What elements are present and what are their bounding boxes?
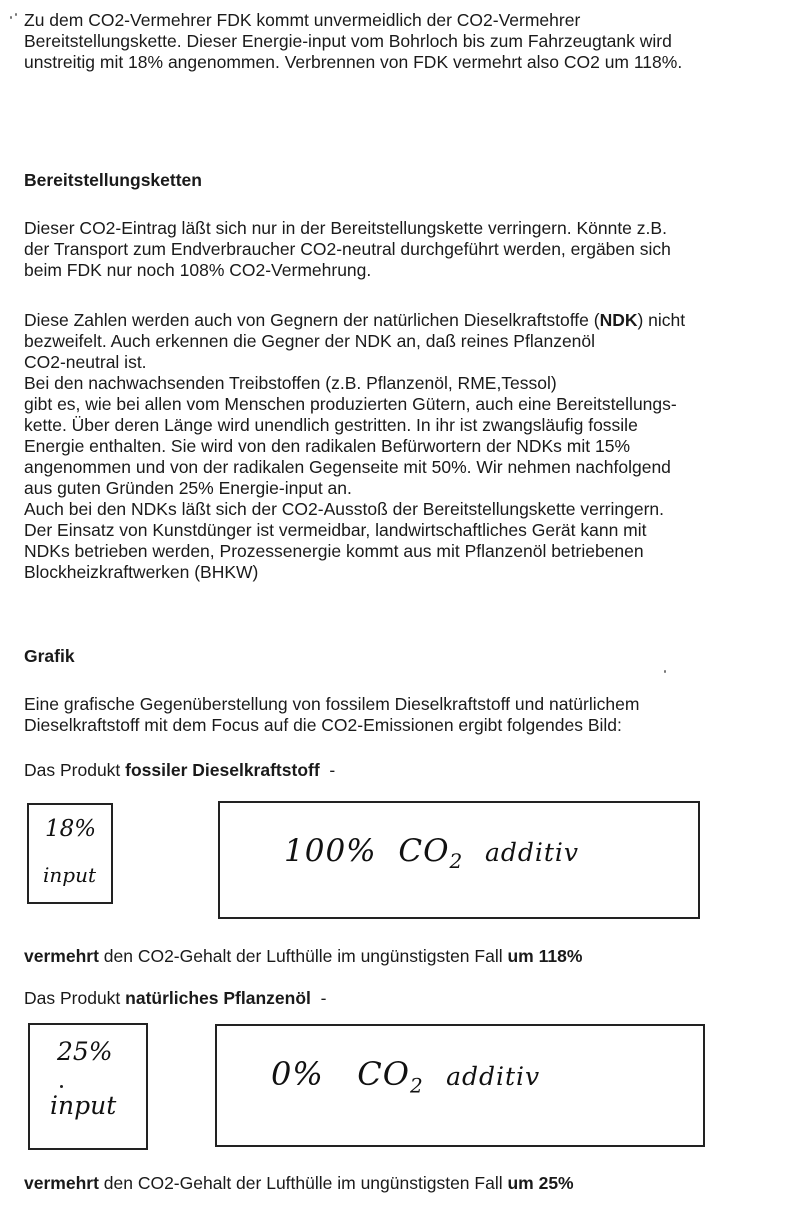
ndk-abbreviation: NDK xyxy=(599,310,638,330)
text-line: gibt es, wie bei allen vom Menschen produzierten Gütern, auch eine Bereitstellungs- xyxy=(24,394,677,414)
result-line xyxy=(24,1173,796,1194)
text-line: Dieser CO2-Eintrag läßt sich nur in der Bereitstellungskette verringern. Könnte z.B. xyxy=(24,218,667,238)
intro-paragraph xyxy=(24,10,796,73)
text-line: CO2-neutral ist. xyxy=(24,352,147,372)
text-line: Eine grafische Gegenüberstellung von fossilem Dieselkraftstoff und natürlichem xyxy=(24,694,640,714)
co2-box xyxy=(218,801,700,919)
paragraph xyxy=(24,694,796,736)
scan-speck xyxy=(10,16,12,19)
text-line: Bereitstellungskette. Dieser Energie-input vom Bohrloch bis zum Fahrzeugtank wird xyxy=(24,31,672,51)
co2-percent: 100% xyxy=(284,833,377,869)
co2-subscript: 2 xyxy=(449,849,464,874)
text-line: der Transport zum Endverbraucher CO2-neutral durchgeführt werden, ergäben sich xyxy=(24,239,671,259)
text-line: aus guten Gründen 25% Energie-input an. xyxy=(24,478,352,498)
text-line: angenommen und von der radikalen Gegenseite mit 50%. Wir nehmen nachfolgend xyxy=(24,457,671,477)
text-line: Energie enthalten. Sie wird von den radikalen Befürwortern der NDKs mit 15% xyxy=(24,436,631,456)
co2-formula: CO xyxy=(398,833,450,869)
text-line: kette. Über deren Länge wird unendlich gestritten. In ihr ist zwangsläufig fossile xyxy=(24,415,638,435)
text-span: ) nicht xyxy=(637,310,686,330)
ink-dot xyxy=(60,1085,63,1088)
paragraph xyxy=(24,218,796,281)
scan-speck xyxy=(664,670,666,673)
text-line: bezweifelt. Auch erkennen die Gegner der NDK an, daß reines Pflanzenöl xyxy=(24,331,596,351)
input-percent: 25% xyxy=(57,1037,113,1066)
paragraph xyxy=(24,310,796,583)
section-heading: Bereitstellungsketten xyxy=(24,170,202,190)
co2-statement xyxy=(284,833,580,874)
input-label: input xyxy=(43,863,96,887)
co2-word: additiv xyxy=(484,838,580,867)
text-span: den CO2-Gehalt der Lufthülle im ungünstigsten Fall xyxy=(98,946,508,966)
text-line: NDKs betrieben werden, Prozessenergie kommt aus mit Pflanzenöl betriebenen xyxy=(24,541,644,561)
text-line: Zu dem CO2-Vermehrer FDK kommt unvermeidlich der CO2-Vermehrer xyxy=(24,10,581,30)
text-span: Diese Zahlen werden auch von Gegnern der natürlichen Dieselkraftstoffe ( xyxy=(24,310,600,330)
co2-box xyxy=(215,1024,705,1147)
product-label xyxy=(24,988,796,1009)
scan-speck xyxy=(15,13,17,16)
text-line: beim FDK nur noch 108% CO2-Vermehrung. xyxy=(24,260,372,280)
section-heading: Grafik xyxy=(24,646,75,666)
product-label xyxy=(24,760,796,781)
result-value: um 118% xyxy=(507,946,583,966)
input-box xyxy=(28,1023,148,1150)
input-label: input xyxy=(50,1091,117,1120)
product-name: fossiler Dieselkraftstoff xyxy=(125,760,320,780)
product-name: natürliches Pflanzenöl xyxy=(125,988,311,1008)
text-line: Bei den nachwachsenden Treibstoffen (z.B. Pflanzenöl, RME,Tessol) xyxy=(24,373,557,393)
text-span: - xyxy=(319,760,336,780)
text-line: Der Einsatz von Kunstdünger ist vermeidbar, landwirtschaftliches Gerät kann mit xyxy=(24,520,647,540)
result-line xyxy=(24,946,796,967)
text-span: Das Produkt xyxy=(24,988,126,1008)
result-value: um 25% xyxy=(507,1173,574,1193)
text-line: Auch bei den NDKs läßt sich der CO2-Ausstoß der Bereitstellungskette verringern. xyxy=(24,499,665,519)
text-span: - xyxy=(310,988,327,1008)
result-verb: vermehrt xyxy=(24,946,99,966)
text-line: unstreitig mit 18% angenommen. Verbrennen von FDK vermehrt also CO2 um 118%. xyxy=(24,52,683,72)
co2-word: additiv xyxy=(446,1062,541,1091)
text-line xyxy=(24,310,796,331)
text-line: Blockheizkraftwerken (BHKW) xyxy=(24,562,259,582)
co2-formula: CO xyxy=(357,1055,410,1093)
input-box xyxy=(27,803,113,904)
input-percent: 18% xyxy=(45,816,97,842)
co2-statement xyxy=(271,1055,541,1098)
result-verb: vermehrt xyxy=(24,1173,99,1193)
co2-percent: 0% xyxy=(271,1055,324,1093)
text-span: Das Produkt xyxy=(24,760,126,780)
text-span: den CO2-Gehalt der Lufthülle im ungünstigsten Fall xyxy=(98,1173,508,1193)
co2-subscript: 2 xyxy=(410,1073,424,1098)
text-line: Dieselkraftstoff mit dem Focus auf die CO2-Emissionen ergibt folgendes Bild: xyxy=(24,715,622,735)
